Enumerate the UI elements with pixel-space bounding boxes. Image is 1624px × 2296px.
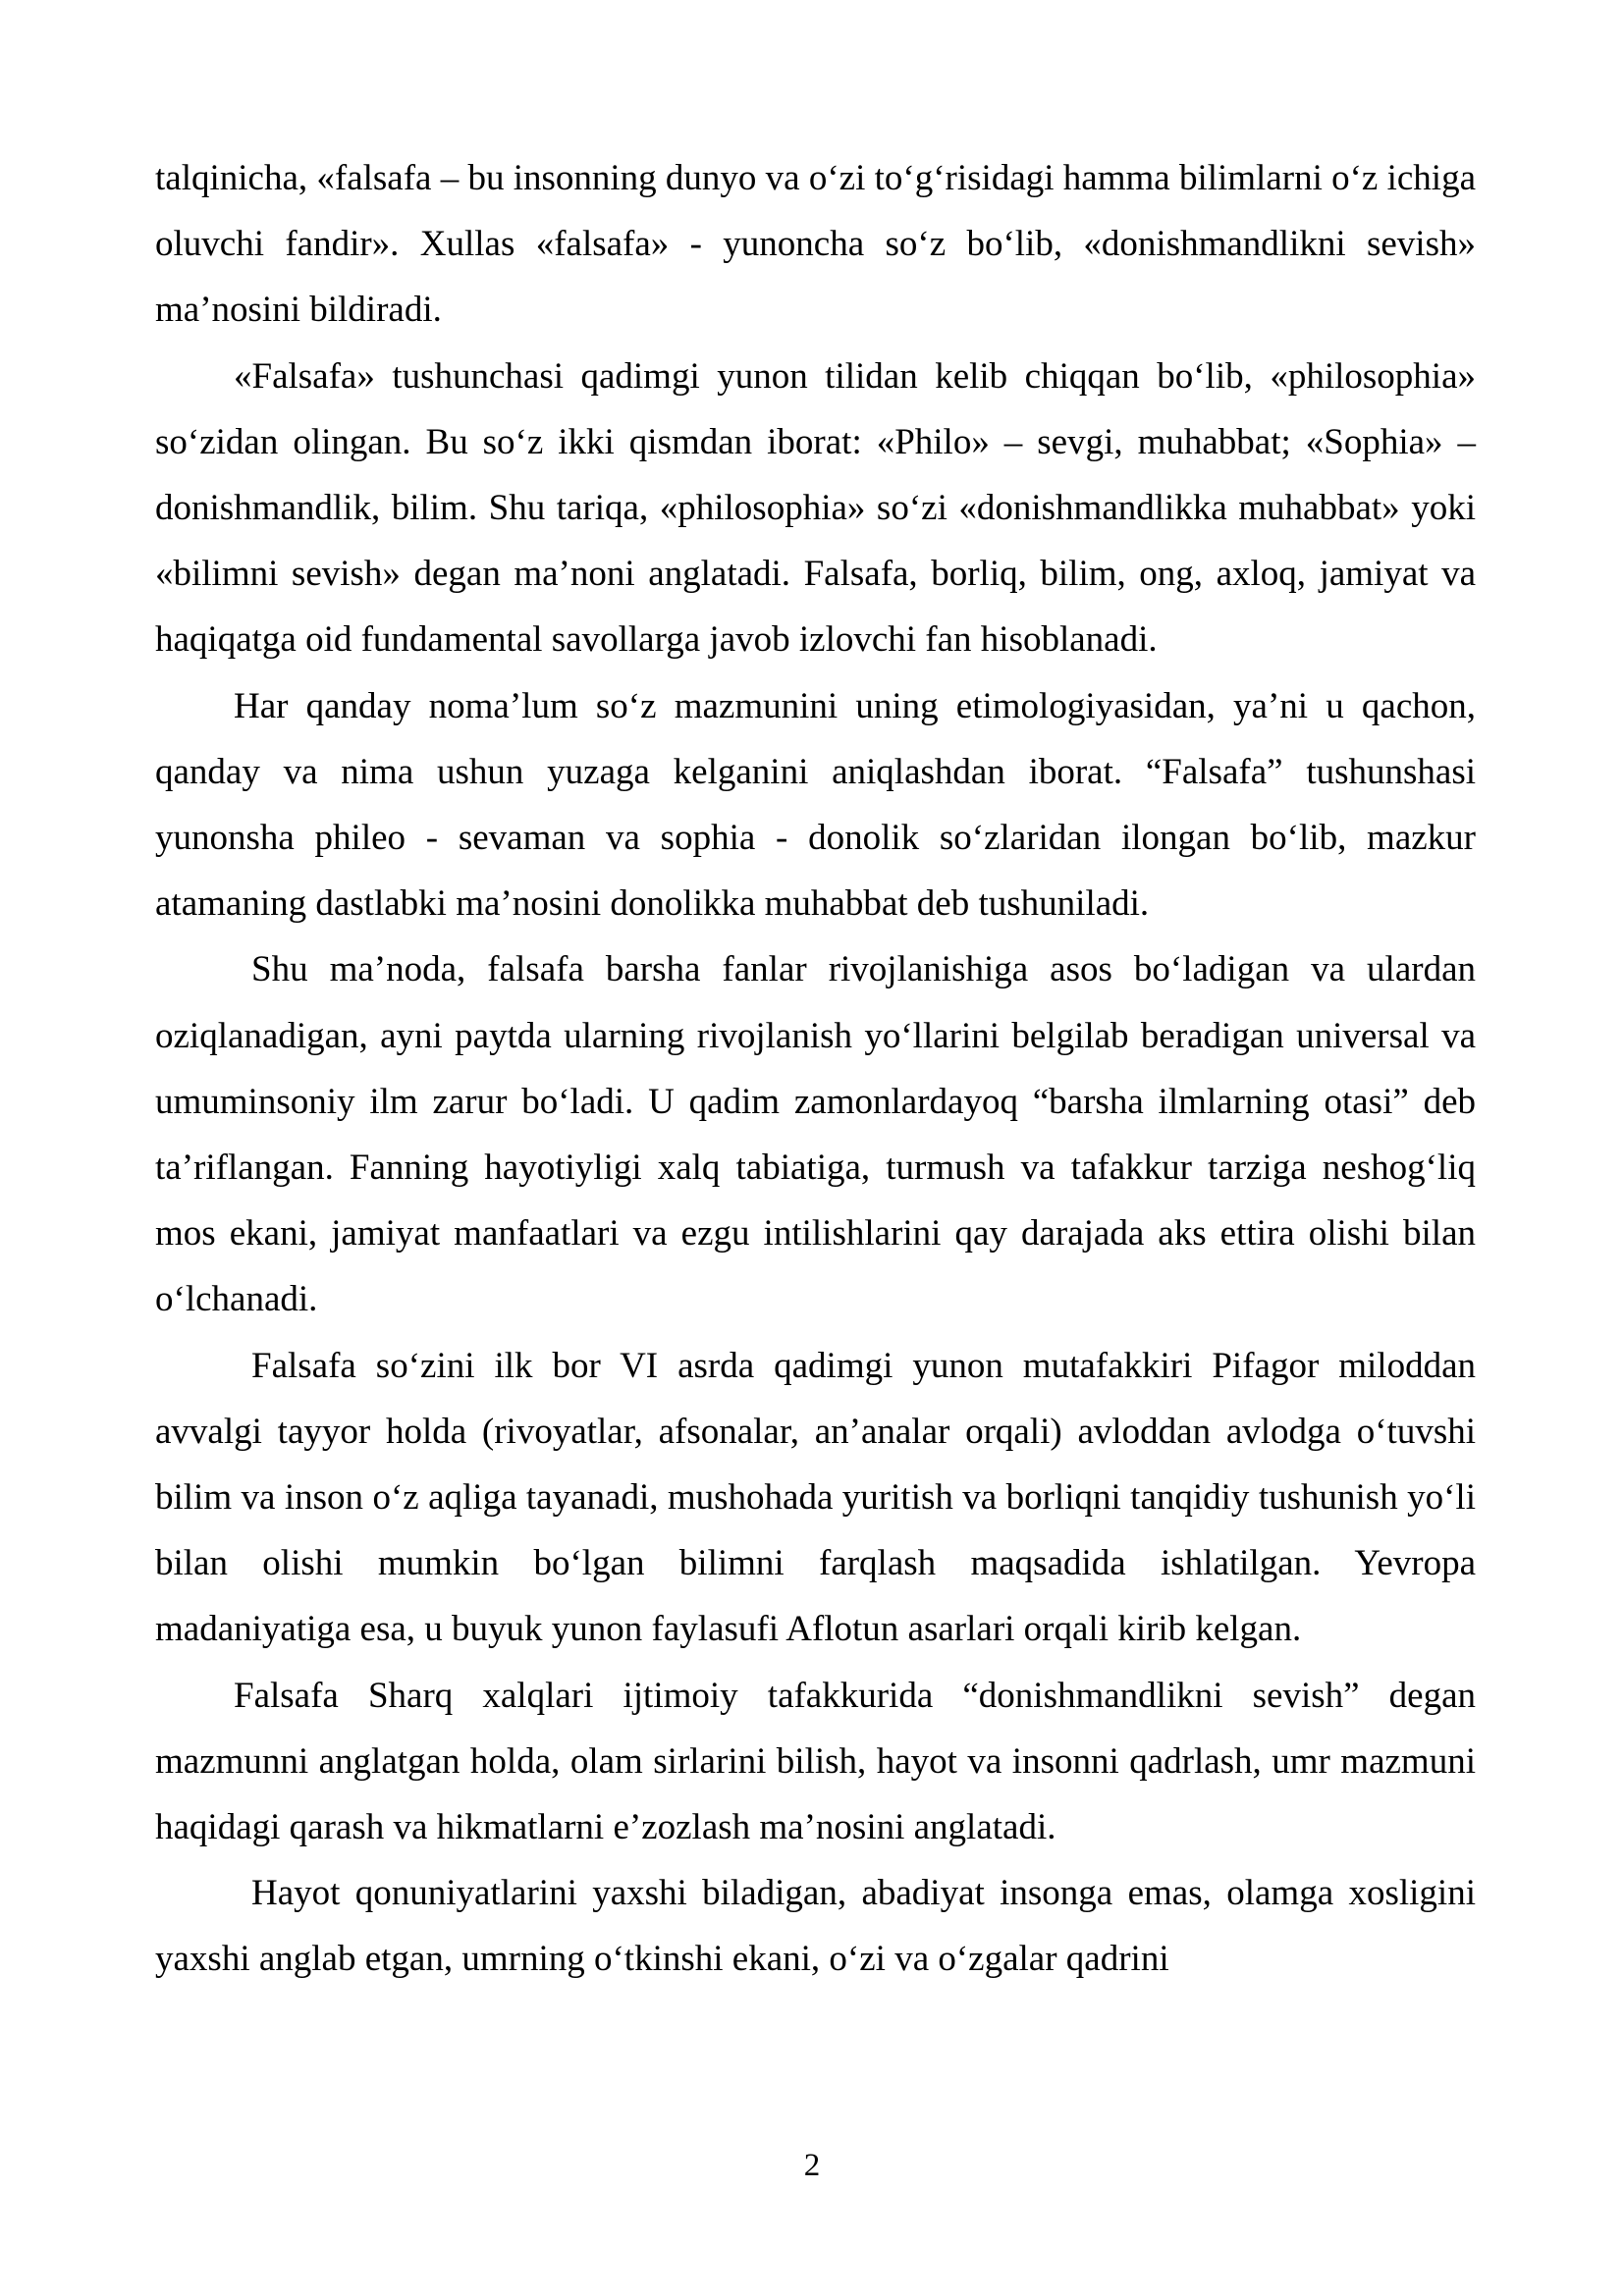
paragraph-5: Falsafa so‘zini ilk bor VI asrda qadimgi yunon mutafakkiri Pifagor miloddan avvalgi tayyor holda (rivoyatlar, afsonalar, an’analar orqali) avloddan avlodga o‘tuvshi bilim va inson o‘z aqliga tayanadi, mushohada yuritish va borliqni tanqidiy tushunish yo‘li bilan olishi mumkin bo‘lgan bilimni farqlash maqsadida ishlatilgan. Yevropa madaniyatiga esa, u buyuk yunon faylasufi Aflotun asarlari orqali kirib kelgan.	[155, 1345, 1476, 1650]
page-number: 2	[803, 2148, 821, 2183]
paragraph-1: talqinicha, «falsafa – bu insonning dunyo va o‘zi to‘g‘risidagi hamma bilimlarni o‘z ichiga oluvchi fandir». Xullas «falsafa» - yunoncha so‘z bo‘lib, «donishmandlikni sevish» ma’nosini bildiradi.	[155, 158, 1477, 331]
paragraph-2: «Falsafa» tushunchasi qadimgi yunon tilidan kelib chiqqan bo‘lib, «philosophia» so‘zidan olingan. Bu so‘z ikki qismdan iborat: «Philo» – sevgi, muhabbat; «Sophia» – donishmandlik, bilim. Shu tariqa, «philosophia» so‘zi «donishmandlikka muhabbat» yoki «bilimni sevish» degan ma’noni anglatadi. Falsafa, borliq, bilim, ong, axloq, jamiyat va haqiqatga oid fundamental savollarga javob izlovchi fan hisoblanadi.	[155, 355, 1476, 661]
paragraph-4: Shu ma’noda, falsafa barsha fanlar rivojlanishiga asos bo‘ladigan va ulardan oziqlanadigan, ayni paytda ularning rivojlanish yo‘llarini belgilab beradigan universal va umuminsoniy ilm zarur bo‘ladi. U qadim zamonlardayoq “barsha ilmlarning otasi” deb ta’riflangan. Fanning hayotiyligi xalq tabiatiga, turmush va tafakkur tarziga neshog‘liq mos ekani, jamiyat manfaatlari va ezgu intilishlarini qay darajada aks ettira olishi bilan o‘lchanadi.	[155, 949, 1476, 1320]
paragraph-7: Hayot qonuniyatlarini yaxshi biladigan, abadiyat insonga emas, olamga xosligini yaxshi anglab etgan, umrning o‘tkinshi ekani, o‘zi va o‘zgalar qadrini	[155, 1873, 1476, 1980]
document-body	[155, 145, 1476, 1993]
paragraph-3: Har qanday noma’lum so‘z mazmunini uning etimologiyasidan, ya’ni u qachon, qanday va nima ushun yuzaga kelganini aniqlashdan iborat. “Falsafa” tushunshasi yunonsha phileo - sevaman va sophia - donolik so‘zlaridan ilongan bo‘lib, mazkur atamaning dastlabki ma’nosini donolikka muhabbat deb tushuniladi.	[155, 685, 1476, 925]
paragraph-6: Falsafa Sharq xalqlari ijtimoiy tafakkurida “donishmandlikni sevish” degan mazmunni anglatgan holda, olam sirlarini bilish, hayot va insonni qadrlash, umr mazmuni haqidagi qarash va hikmatlarni e’zozlash ma’nosini anglatadi.	[155, 1675, 1476, 1848]
